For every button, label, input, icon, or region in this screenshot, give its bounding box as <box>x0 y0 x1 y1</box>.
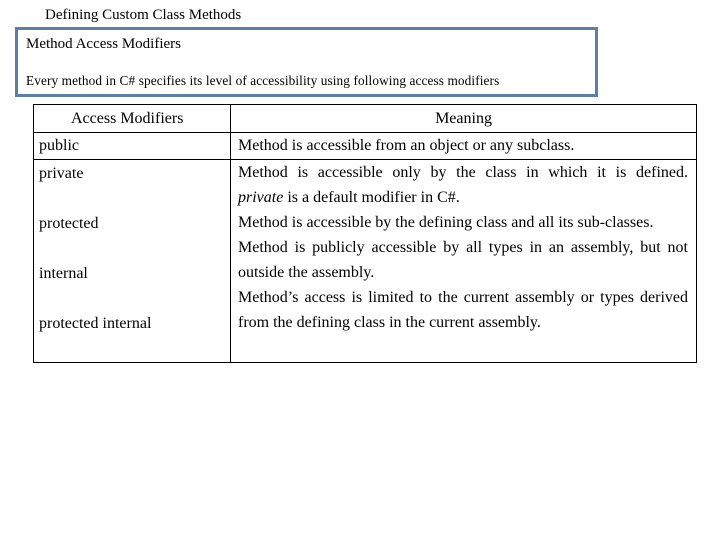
modifier-private: private <box>39 165 84 182</box>
meaning-public: Method is accessible from an object or any subclass. <box>238 137 575 154</box>
meaning-private-note <box>238 185 688 210</box>
header-meaning <box>231 105 697 133</box>
header-meaning-label: Meaning <box>435 110 492 127</box>
meaning-internal: Method is publicly accessible by all types in an assembly, but not outside the assembly. <box>238 239 688 281</box>
header-access-modifiers <box>34 105 231 133</box>
info-box-text: Every method in C# specifies its level of accessibility using following access modifiers <box>26 73 500 88</box>
modifier-cell <box>34 133 231 160</box>
modifier-internal: internal <box>39 265 88 282</box>
modifier-public: public <box>39 137 79 154</box>
info-box <box>15 27 598 97</box>
slide-title: Defining Custom Class Methods <box>45 7 242 23</box>
meaning-private-note-italic: private <box>238 189 284 206</box>
meaning-private-note-rest: is a default modifier in C#. <box>283 189 460 206</box>
meaning-private: Method is accessible only by the class in which it is defined. <box>238 164 688 181</box>
meaning-cell <box>231 133 697 160</box>
modifier-protected: protected <box>39 215 99 232</box>
table-row-body <box>34 160 697 363</box>
info-box-heading: Method Access Modifiers <box>26 36 181 52</box>
header-access-modifiers-label: Access Modifiers <box>71 110 184 127</box>
meaning-protected: Method is accessible by the defining class and all its sub-classes. <box>238 214 654 231</box>
access-modifiers-table <box>33 104 697 363</box>
modifier-list-cell <box>34 160 231 363</box>
table-row-public <box>34 133 697 160</box>
meaning-protected-internal: Method’s access is limited to the current assembly or types derived from the defining class in the current assembly. <box>238 289 688 331</box>
table-header-row <box>34 105 697 133</box>
meaning-list-cell <box>231 160 697 363</box>
modifier-protected-internal: protected internal <box>39 315 152 332</box>
